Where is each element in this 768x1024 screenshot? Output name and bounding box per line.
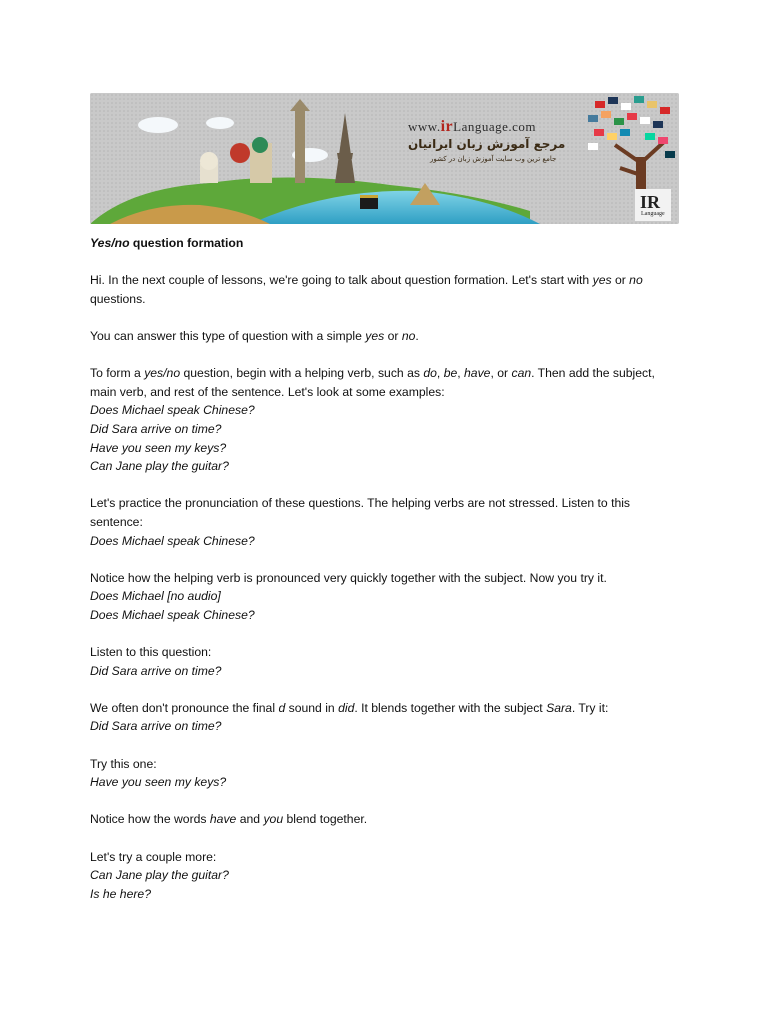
example-sentence: Does Michael speak Chinese? (90, 607, 255, 622)
paragraph-formation: To form a yes/no question, begin with a helping verb, such as do, be, have, or can. Then add the subject, main verb, and rest of the sentence. Let's look at some examples: Does Michael speak Chinese? Did Sara arrive on time? Have you seen my keys? Can Jane play the guitar? (90, 364, 690, 476)
paragraph-listen: Listen to this question: Did Sara arrive on time? (90, 643, 690, 680)
paragraph-answer: You can answer this type of question with a simple yes or no. (90, 328, 419, 343)
paragraph-blend: Notice how the words have and you blend together. (90, 812, 368, 827)
example-sentence: Does Michael speak Chinese? (90, 403, 255, 418)
irlanguage-logo: IR (640, 192, 661, 212)
example-sentence: Have you seen my keys? (90, 775, 227, 790)
example-sentence: Is he here? (90, 886, 151, 901)
example-sentence: Have you seen my keys? (90, 440, 227, 455)
paragraph-helping-verb: Notice how the helping verb is pronounced very quickly together with the subject. Now you try it. Does Michael [no audio] Does Michael speak Chinese? (90, 569, 690, 625)
example-sentence: Did Sara arrive on time? (90, 719, 222, 734)
document-body (90, 234, 690, 922)
example-sentence: Did Sara arrive on time? (90, 663, 222, 678)
example-sentence: Did Sara arrive on time? (90, 421, 222, 436)
header-banner (90, 93, 679, 224)
paragraph-final-d: We often don't pronounce the final d sound in did. It blends together with the subject Sara. Try it: Did Sara arrive on time? (90, 699, 690, 736)
example-sentence: Does Michael speak Chinese? (90, 533, 255, 548)
example-sentence: Can Jane play the guitar? (90, 459, 229, 474)
banner-subtagline: جامع ترین وب سایت آموزش زبان در کشور (430, 155, 557, 163)
irlanguage-logo-caption: Language (641, 211, 665, 217)
example-sentence: Does Michael [no audio] (90, 589, 221, 604)
paragraph-more: Let's try a couple more: Can Jane play the guitar? Is he here? (90, 848, 690, 904)
document-title: Yes/no question formation (90, 236, 244, 250)
paragraph-pronunciation: Let's practice the pronunciation of these questions. The helping verbs are not stressed. Listen to this sentence: Does Michael speak Chinese? (90, 494, 690, 550)
paragraph-intro: Hi. In the next couple of lessons, we're going to talk about question formation. Let's start with yes or no questions. (90, 273, 643, 306)
banner-illustration (90, 93, 679, 224)
example-sentence: Can Jane play the guitar? (90, 868, 229, 883)
site-url: www.irLanguage.com (408, 118, 537, 135)
paragraph-try-this: Try this one: Have you seen my keys? (90, 755, 690, 792)
banner-tagline: مرجع آموزش زبان ایرانیان (408, 137, 566, 151)
